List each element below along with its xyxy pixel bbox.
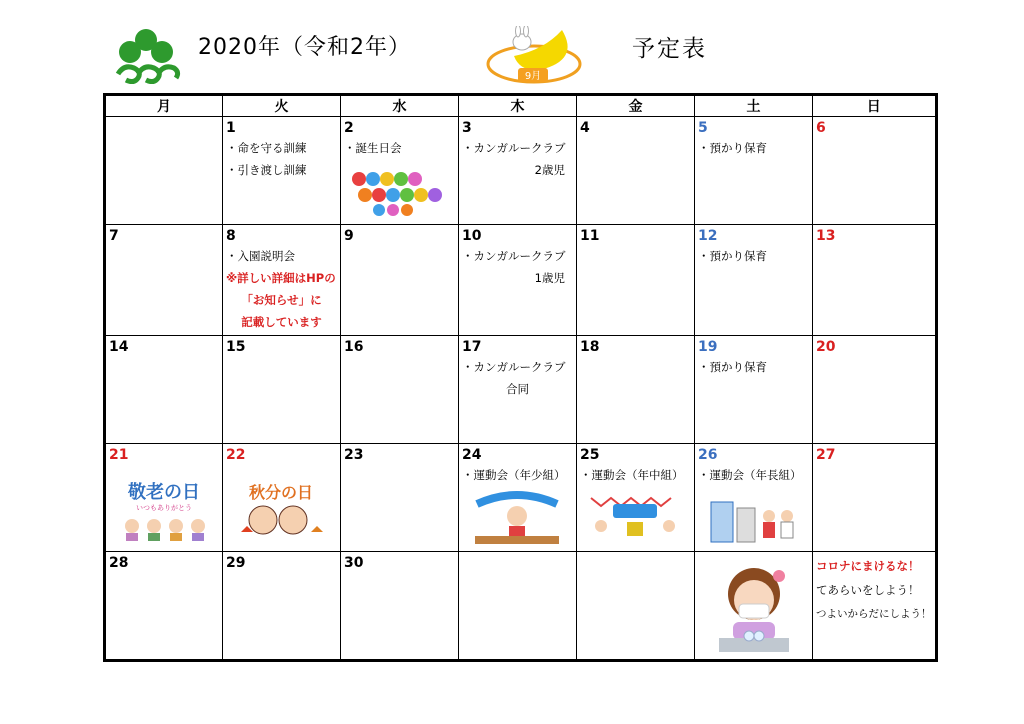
- week-row: [105, 336, 937, 444]
- event-text: ・誕生日会: [344, 141, 402, 155]
- day-number: 26: [698, 447, 718, 463]
- event-text: ・運動会（年少組）: [462, 468, 566, 482]
- week-row: [105, 225, 937, 336]
- day-cell-empty: [459, 552, 577, 661]
- sports-day-school-illustration: [707, 488, 799, 544]
- weekday-tue: 火: [223, 95, 341, 117]
- day-cell: [223, 117, 341, 225]
- strong-body-slogan: つよいからだにしよう！: [816, 608, 932, 620]
- day-number: 25: [580, 447, 600, 463]
- event-text: ・入園説明会: [226, 249, 295, 263]
- image-subcaption: いつもありがとう: [136, 504, 192, 512]
- nursery-logo-icon: [110, 26, 182, 84]
- day-cell: [223, 552, 341, 661]
- day-number: 19: [698, 339, 718, 355]
- day-number: 6: [816, 120, 826, 136]
- day-cell: [223, 336, 341, 444]
- day-cell: [459, 117, 577, 225]
- day-cell: [105, 336, 223, 444]
- day-cell: [813, 336, 937, 444]
- image-caption: 敬老の日: [128, 482, 200, 503]
- day-number: 15: [226, 339, 246, 355]
- year-title: 2020年（令和2年）: [198, 35, 411, 60]
- day-cell: [813, 117, 937, 225]
- day-cell: [577, 444, 695, 552]
- image-caption: 秋分の日: [248, 483, 314, 502]
- handwash-slogan: てあらいをしよう！: [816, 583, 920, 597]
- sports-day-illustration: [471, 488, 563, 544]
- day-number: 4: [580, 120, 590, 136]
- day-number: 3: [462, 120, 472, 136]
- day-cell: [695, 117, 813, 225]
- day-number: 24: [462, 447, 482, 463]
- day-number: 13: [816, 228, 836, 244]
- sports-day-flags-illustration: [587, 488, 683, 544]
- day-number: 30: [344, 555, 364, 571]
- weekday-sat: 土: [695, 95, 813, 117]
- day-number: 1: [226, 120, 236, 136]
- notice-text: 記載しています: [241, 315, 322, 329]
- event-text: ・預かり保育: [698, 360, 767, 374]
- day-number: 5: [698, 120, 708, 136]
- weekday-mon: 月: [105, 95, 223, 117]
- day-number: 17: [462, 339, 482, 355]
- weekday-sun: 日: [813, 95, 937, 117]
- day-number: 21: [109, 447, 129, 463]
- day-cell: [341, 225, 459, 336]
- day-number: 20: [816, 339, 836, 355]
- autumn-equinox-illustration: [231, 476, 331, 542]
- handwashing-girl-illustration: [709, 558, 799, 654]
- page-header: [0, 0, 1024, 90]
- day-number: 16: [344, 339, 364, 355]
- month-badge: 9月: [524, 71, 542, 82]
- day-cell: [695, 225, 813, 336]
- day-cell: [695, 444, 813, 552]
- day-cell: [341, 444, 459, 552]
- notice-text: ※詳しい詳細はHPの: [226, 271, 336, 285]
- event-text: ・カンガルークラブ: [462, 141, 566, 155]
- day-cell: [223, 225, 341, 336]
- event-text: ・カンガルークラブ: [462, 249, 566, 263]
- respect-for-aged-day-illustration: [114, 476, 214, 542]
- day-number: 2: [344, 120, 354, 136]
- event-text: ・カンガルークラブ: [462, 360, 566, 374]
- day-number: 12: [698, 228, 718, 244]
- event-text: 2歳児: [534, 163, 565, 177]
- day-cell: [459, 225, 577, 336]
- day-number: 9: [344, 228, 354, 244]
- calendar-grid: [103, 93, 938, 662]
- event-text: ・引き渡し訓練: [226, 163, 307, 177]
- event-text: 1歳児: [534, 271, 565, 285]
- corona-slogan: コロナにまけるな！: [816, 559, 920, 573]
- day-cell: [695, 336, 813, 444]
- event-text: ・命を守る訓練: [226, 141, 307, 155]
- week-row: [105, 444, 937, 552]
- moon-rabbit-icon: [484, 26, 594, 86]
- week-row: [105, 117, 937, 225]
- day-cell: [577, 336, 695, 444]
- day-cell-empty: [577, 552, 695, 661]
- day-number: 29: [226, 555, 246, 571]
- day-cell: [105, 444, 223, 552]
- day-number: 23: [344, 447, 364, 463]
- event-text: ・運動会（年中組）: [580, 468, 684, 482]
- day-number: 10: [462, 228, 482, 244]
- weekday-thu: 木: [459, 95, 577, 117]
- day-number: 11: [580, 228, 600, 244]
- event-text: ・運動会（年長組）: [698, 468, 802, 482]
- day-number: 14: [109, 339, 129, 355]
- day-cell: [341, 117, 459, 225]
- weekday-fri: 金: [577, 95, 695, 117]
- day-number: 7: [109, 228, 119, 244]
- corona-message-cell: [813, 552, 937, 661]
- day-cell: [577, 225, 695, 336]
- day-number: 27: [816, 447, 836, 463]
- day-number: 18: [580, 339, 600, 355]
- week-row: [105, 552, 937, 661]
- day-cell: [341, 336, 459, 444]
- day-cell: [577, 117, 695, 225]
- weekday-wed: 水: [341, 95, 459, 117]
- day-number: 28: [109, 555, 129, 571]
- day-cell: [459, 444, 577, 552]
- day-cell-empty: [695, 552, 813, 661]
- schedule-title: 予定表: [632, 36, 707, 62]
- day-cell: [341, 552, 459, 661]
- event-text: ・預かり保育: [698, 141, 767, 155]
- event-text: ・預かり保育: [698, 249, 767, 263]
- day-cell: [813, 225, 937, 336]
- day-cell-empty: [105, 117, 223, 225]
- day-cell: [105, 225, 223, 336]
- day-cell: [223, 444, 341, 552]
- day-number: 8: [226, 228, 236, 244]
- birthday-balloons-icon: [349, 165, 449, 217]
- day-number: 22: [226, 447, 246, 463]
- day-cell: [813, 444, 937, 552]
- day-cell: [459, 336, 577, 444]
- weekday-header-row: [105, 95, 937, 117]
- event-text: 合同: [506, 382, 529, 396]
- day-cell: [105, 552, 223, 661]
- notice-text: 「お知らせ」に: [241, 293, 322, 307]
